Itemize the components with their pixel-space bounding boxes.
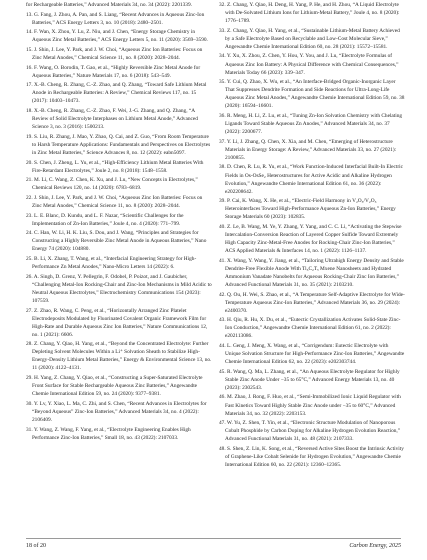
page-number: 18 of 20 (26, 543, 46, 549)
reference-entry: 25. B. Li, X. Zhang, T. Wang, et al., “Interfacial Engineering Strategy for High-Performance Zn Metal Anodes,” Nano-Micro Letters 14 (2022): 6. (26, 256, 197, 271)
references-right-column (219, 1, 405, 471)
journal-footer: Carbon Energy, 2025 (349, 543, 401, 549)
page-footer (26, 538, 401, 550)
reference-entry: 45. R. Wang, Q. Ma, L. Zhang, et al., “An Aqueous Electrolyte Regulator for Highly Stable Zinc Anode Under −35 to 65°C,” Advanced Energy Materials 13, no. 40 (2023): 2302543. (219, 368, 400, 391)
reference-entry: 14. F. Wan, X. Zhou, Y. Lu, Z. Niu, and J. Chen, “Energy Storage Chemistry in Aqueous Zinc Metal Batteries,” ACS Energy Letters 5, no. 11 (2020): 3569–3590. (26, 29, 208, 44)
reference-entry: 41. X. Wang, Y. Wang, Y. Jiang, et al., “Tailoring Ultrahigh Energy Density and Stable Dendrite-Free Flexible Anode With Ti₃C₂Tₓ Mxene Nanosheets and Hydrated Ammonium Vanadate Nanobelts for Aqueous Rocking-Chair Zinc Ion Batteries,” Advanced Functional Materials 31, no. 35 (2021): 2103210. (219, 257, 404, 288)
reference-entry: 29. H. Yang, Z. Chang, Y. Qiao, et al., “Constructing a Super-Saturated Electrolyte Front Surface for Stable Rechargeable Aqueous Zinc Batteries,” Angewandte Chemie International Edition 59, no. 24 (2020): 9377–9381. (26, 375, 203, 398)
reference-entry: 34. Y. Xu, X. Zhou, Z. Chen, Y. Hou, Y. You, and J. Lu, “Electrolyte Formulas of Aqueous Zinc Ion Battery: A Physical Difference with Chemical Consequences,” Materials Today 66 (2023): 339–347. (219, 53, 399, 76)
reference-entry: 46. M. Zhao, J. Rong, F. Huo, et al., “Semi-Immobilized Ionic Liquid Regulator with Fast Kinetics Toward Highly Stable Zinc Anode under −35 to 60°C,” Advanced Materials 34, no. 32 (2022): 2203153. (219, 394, 401, 417)
reference-entry: 19. S. Liu, R. Zhang, J. Mao, Y. Zhao, Q. Cai, and Z. Guo, “From Room Temperature to Harsh Temperature Applications: Fundamentals and Perspectives on Electrolytes in Zinc Metal Batteries,” Science Advances 8, no. 12 (2022): eabn5097. (26, 133, 211, 156)
reference-entry: 18. X.-B. Cheng, R. Zhang, C.-Z. Zhao, F. Wei, J.-G. Zhang, and Q. Zhang, “A Review of Solid Electrolyte Interphases on Lithium Metal Anode,” Advanced Science 3, no. 3 (2016): 1500213. (26, 108, 198, 131)
reference-entry: 27. Z. Zhao, R. Wang, C. Peng, et al., “Horizontally Arranged Zinc Platelet Electrodeposits Modulated by Fluorinated Covalent Organic Framework Film for High-Rate and Durable Aqueous Zinc Ion Batteries,” Nature Communications 12, no. 1 (2021): 6606. (26, 307, 208, 338)
reference-entry: 22. J. Shin, J. Lee, Y. Park, and J. W. Choi, “Aqueous Zinc Ion Batteries: Focus on Zinc Metal Anodes,” Chemical Science 11, no. 8 (2020): 2028–2044. (26, 194, 203, 210)
reference-entry: 30. Y. Lv, Y. Xiao, L. Ma, C. Zhi, and S. Chen, “Recent Advances in Electrolytes for “Beyond Aqueous” Zinc-Ion Batteries,” Advanced Materials 34, no. 4 (2022): 2106409. (26, 400, 207, 423)
reference-entry: 13. G. Fang, J. Zhou, A. Pan, and S. Liang, “Recent Advances in Aqueous Zinc-Ion Batteries,” ACS Energy Letters 3, no. 10 (2018): 2480–2501. (26, 11, 205, 26)
reference-entry: 15. J. Shin, J. Lee, Y. Park, and J. W. Choi, “Aqueous Zinc Ion Batteries: Focus on Zinc Metal Anodes,” Chemical Science 11, no. 8 (2020): 2028–2044. (26, 47, 203, 62)
reference-entry: 44. L. Geng, J. Meng, X. Wang, et al., “Corrigendum: Eutectic Electrolyte with Unique Solvation Structure for High-Performance Zinc-Ion Batteries,” Angewandte Chemie International Edition 62, no. 22 (2023): e202303744. (219, 343, 405, 366)
reference-entry: 33. Z. Chang, Y. Qiao, H. Yang, et al., “Sustainable Lithium-Metal Battery Achieved by a Safe Electrolyte Based on Recyclable and Low-Cost Molecular Sieve,” Angewandte Chemie International Edition 60, no. 28 (2021): 15572–15581. (219, 27, 400, 50)
reference-entry: 23. L. E. Blanc, D. Kundu, and L. F. Nazar, “Scientific Challenges for the Implementation of Zn-Ion Batteries,” Joule 4, no. 4 (2020): 771–799. (26, 212, 184, 227)
reference-entry: 16. F. Wang, O. Borodin, T. Gao, et al., “Highly Reversible Zinc Metal Anode for Aqueous Batteries,” Nature Materials 17, no. 6 (2018): 543–549. (26, 64, 201, 79)
reference-entry: 32. Z. Chang, Y. Qiao, H. Deng, H. Yang, P. He, and H. Zhou, “A Liquid Electrolyte with De-Solvated Lithium Ions for Lithium-Metal Battery,” Joule 4, no. 8 (2020): 1776–1789. (219, 2, 400, 25)
reference-entry: 40. Z. Le, B. Wang, M. Ye, Y. Zhang, Y. Yang, and C. C. Li, “Activating the Stepwise Intercalation-Conversion Reaction of Layered Copper Sulfide Toward Extremely High Capacity Zinc-Metal-Free Anodes for Rocking-Chair Zinc-Ion Batteries,” ACS Applied Materials & Interfaces 14, no. 1 (2022): 1126–1137. (219, 223, 402, 255)
reference-entry: 35. Y. Cui, Q. Zhao, X. Wu, et al., “An Interface-Bridged Organic-Inorganic Layer That Suppresses Dendrite Formation and Side Reactions for Ultra-Long-Life Aqueous Zinc Metal Anodes,” Angewandte Chemie International Edition 59, no. 38 (2020): 16594–16601. (219, 79, 405, 110)
reference-entry: 43. H. Qiu, R. Hu, X. Du, et al., “Eutectic Crystallization Activates Solid-State Zinc-Ion Conduction,” Angewandte Chemie International Edition 61, no. 2 (2022): e202113086. (219, 317, 401, 340)
reference-entry: 21. M. Li, C. Wang, Z. Chen, K. Xu, and J. Lu, “New Concepts in Electrolytes,” Chemical Reviews 120, no. 14 (2020): 6783–6819. (26, 177, 198, 192)
reference-entry: 37. Y. Li, J. Zhang, Q. Chen, X. Xia, and M. Chen, “Emerging of Heterostructure Materials in Energy Storage: A Review,” Advanced Materials 33, no. 27 (2021): 2100855. (219, 138, 397, 161)
reference-entry: 20. S. Chen, J. Zheng, L. Yu, et al., “High-Efficiency Lithium Metal Batteries With Fire-Retardant Electrolytes,” Joule 2, no. 8 (2018): 1548–1558. (26, 159, 204, 174)
reference-entry: 47. W. Yu, Z. Shen, T. Yin, et al., “Electronic Structure Modulation of Nanoporous Cobalt Phosphide by Carbon Doping for Alkaline Hydrogen Evolution Reaction,” Advanced Functional Materials 31, no. 48 (2021): 2107333. (219, 420, 401, 443)
reference-entry: 42. Q. Ou, H. Wei, S. Zhao, et al., “A Temperature Self-Adaptive Electrolyte for Wide-Temperature Aqueous Zinc-Ion Batteries,” Advanced Materials 36, no. 29 (2024): e2400370. (219, 291, 405, 314)
reference-entry: 17. X.-B. Cheng, R. Zhang, C.-Z. Zhao, and Q. Zhang, “Toward Safe Lithium Metal Anode in Rechargeable Batteries: A Review,” Chemical Reviews 117, no. 15 (2017): 10403–10473. (26, 82, 207, 105)
references-left-column (26, 1, 212, 443)
reference-entry: 36. R. Meng, H. Li, Z. Lu, et al., “Tuning Zn-Ion Solvation Chemistry with Chelating Ligands Toward Stable Aqueous Zn Anodes,” Advanced Materials 34, no. 37 (2022): 2200677. (219, 112, 403, 136)
reference-entry: 39. P. Cai, K. Wang, X. He, et al., “Electric-Field Harmony in V₂O₅/V₂O₃ Heterointerfaces Toward High-Performance Aqueous Zn-Ion Batteries,” Energy Storage Materials 60 (2023): 102835. (219, 198, 396, 221)
reference-entry: 31. Y. Wang, Z. Wang, F. Yang, et al., “Electrolyte Engineering Enables High Performance Zinc-Ion Batteries,” Small 18, no. 43 (2022): 2107033. (26, 426, 191, 441)
reference-entry: 28. Z. Chang, Y. Qiao, H. Yang, et al., “Beyond the Concentrated Electrolyte: Further Depleting Solvent Molecules Within a Li⁺ Solvation Sheath to Stabilize High-Energy-Density Lithium Metal Batteries,” Energy & Environmental Science 13, no. 11 (2020): 4122–4131. (26, 341, 212, 372)
reference-entry: 26. A. Singh, D. Grenz, Y. Pellegrin, F. Odobel, P. Poizot, and J. Gaubicher, “Challenging Metal-Ion Rocking-Chair and Zinc-Ion Mechanisms in Mild Acidic to Neutral Aqueous Electrolytes,” Electrochemistry Communications 154 (2023): 107559. (26, 273, 212, 304)
reference-entry: 48. S. Shen, Z. Lin, K. Song, et al., “Reversed Active Sites Boost the Intrinsic Activity of Graphene-Like Cobalt Selenide for Hydrogen Evolution,” Angewandte Chemie International Edition 60, no. 22 (2021): 12360–12365. (219, 445, 404, 469)
reference-entry: 38. D. Chen, R. Lu, R. Yu, et al., “Work Function-Induced Interfacial Built-In Electric Fields in Os-OsSe₂ Heterostructures for Active Acidic and Alkaline Hydrogen Evolution,” Angewandte Chemie International Edition 61, no. 36 (2022): e202208642. (219, 164, 403, 195)
reference-entry: for Rechargeable Batteries,” Advanced Materials 34, no. 34 (2022): 2201339. (26, 2, 192, 8)
reference-entry: 24. C. Han, W. Li, H. K. Liu, S. Dou, and J. Wang, “Principles and Strategies for Constructing a Highly Reversible Zinc Metal Anode in Aqueous Batteries,” Nano Energy 74 (2020): 104880. (26, 230, 207, 253)
